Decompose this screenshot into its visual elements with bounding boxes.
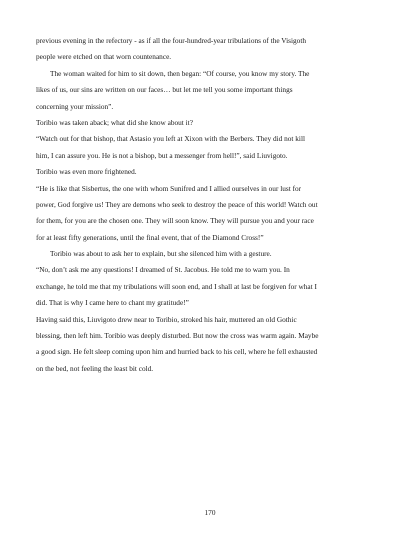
text-line: The woman waited for him to sit down, then began: “Of course, you know my story. The bbox=[50, 68, 310, 78]
text-line: Toribio was taken aback; what did she know about it? bbox=[36, 117, 193, 127]
text-line: previous evening in the refectory - as if all the four-hundred-year tribulations of the Visigoth bbox=[36, 36, 306, 45]
text-line: exchange, he told me that my tribulations will soon end, and I shall at last be forgiven for what I bbox=[36, 281, 317, 291]
text-line: for at least fifty generations, until the final event, that of the Diamond Cross!” bbox=[36, 232, 264, 242]
text-line: Toribio was about to ask her to explain, but she silenced him with a gesture. bbox=[50, 249, 272, 259]
text-line: likes of us, our sins are written on our faces… but let me tell you some important things bbox=[36, 85, 293, 95]
paragraph-1 bbox=[36, 33, 394, 66]
text-line: power, God forgive us! They are demons who seek to destroy the peace of this world! Watch out bbox=[36, 199, 318, 209]
text-line: on the bed, not feeling the least bit cold. bbox=[36, 363, 154, 373]
text-line: a good sign. He felt sleep coming upon him and hurried back to his cell, where he fell exhausted bbox=[36, 347, 318, 357]
text-line: “No, don’t ask me any questions! I dreamed of St. Jacobus. He told me to warn you. In bbox=[36, 265, 290, 275]
paragraph-6 bbox=[36, 181, 394, 247]
body-text bbox=[36, 33, 394, 377]
paragraph-8 bbox=[36, 262, 394, 311]
text-line: “He is like that Sisbertus, the one with whom Sunifred and I allied ourselves in our lust for bbox=[36, 183, 302, 193]
text-line: “Watch out for that bishop, that Astasio you left at Xixon with the Berbers. They did not kill bbox=[36, 134, 306, 144]
text-line: did. That is why I came here to chant my gratitude!” bbox=[36, 298, 189, 308]
text-line: blessing, then left him. Toribio was deeply disturbed. But now the cross was warm again. Maybe bbox=[36, 331, 319, 341]
paragraph-2 bbox=[36, 66, 394, 115]
text-line: Toribio was even more frightened. bbox=[36, 167, 137, 177]
text-line: concerning your mission”. bbox=[36, 101, 114, 111]
text-line: for them, for you are the chosen one. They will soon know. They will pursue you and your race bbox=[36, 216, 314, 226]
paragraph-5 bbox=[36, 164, 394, 180]
paragraph-7 bbox=[36, 246, 394, 262]
text-line: people were etched on that worn countenance. bbox=[36, 52, 172, 62]
page-number: 170 bbox=[204, 508, 216, 517]
text-line: Having said this, Liuvigoto drew near to Toribio, stroked his hair, muttered an old Gothic bbox=[36, 314, 297, 324]
paragraph-9 bbox=[36, 312, 394, 378]
paragraph-4 bbox=[36, 131, 394, 164]
text-line: him, I can assure you. He is not a bishop, but a messenger from hell!”, said Liuvigoto. bbox=[36, 150, 288, 160]
paragraph-3 bbox=[36, 115, 394, 131]
